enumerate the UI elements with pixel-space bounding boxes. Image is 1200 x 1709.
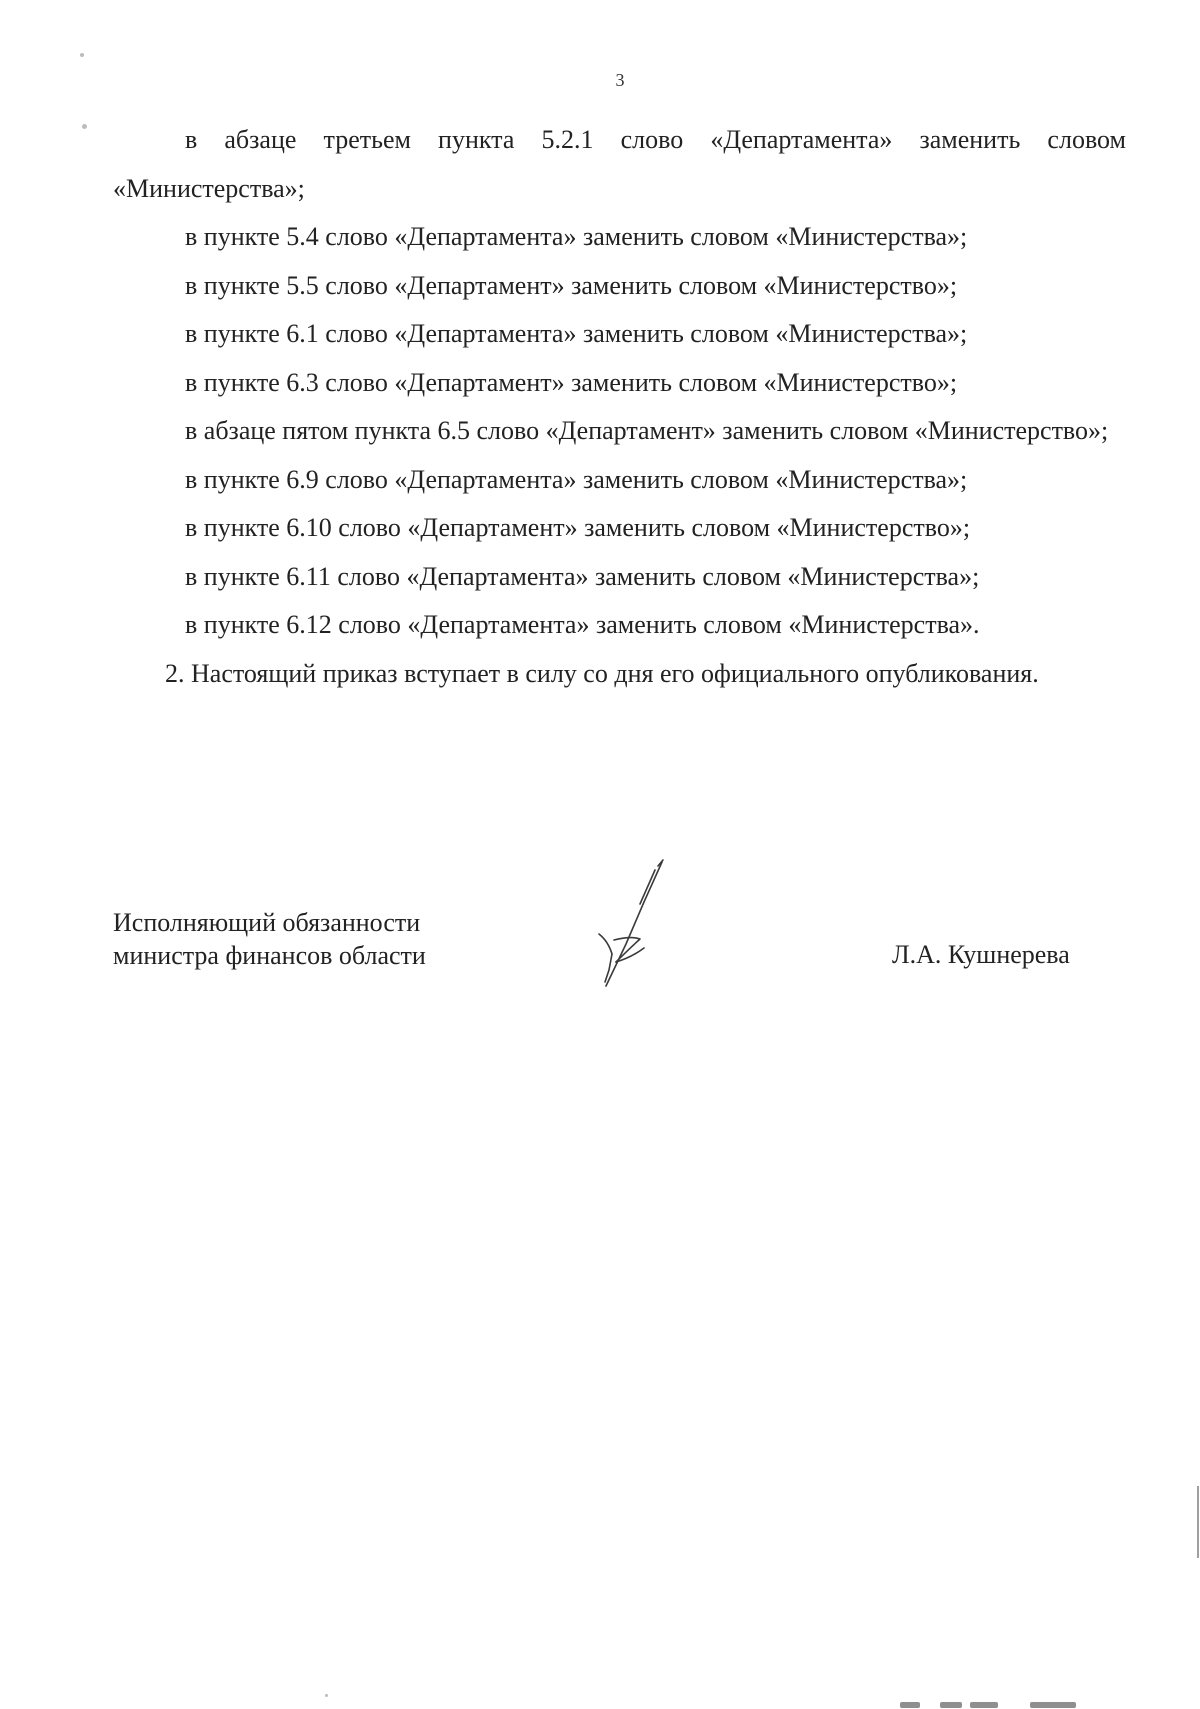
amendment-paragraph: в пункте 6.11 слово «Департамента» заменить словом «Министерства»; (185, 561, 980, 591)
amendment-paragraph: в абзаце пятом пункта 6.5 слово «Департамент» заменить словом «Министерство»; (185, 416, 1109, 445)
document-body (113, 116, 1126, 698)
footer-scan-smudge (900, 1700, 1110, 1709)
amendment-paragraph: в пункте 6.10 слово «Департамент» заменить словом «Министерство»; (185, 513, 971, 542)
amendment-paragraph: в абзаце третьем пункта 5.2.1 слово «Департамента» заменить словом «Министерства»; (113, 125, 1126, 203)
signatory-name: Л.А. Кушнерева (892, 940, 1070, 969)
scan-artifact-dot (82, 124, 87, 129)
amendment-paragraph: в пункте 5.4 слово «Департамента» заменить словом «Министерства»; (185, 222, 968, 251)
amendment-paragraph: в пункте 5.5 слово «Департамент» заменить словом «Министерство»; (185, 270, 958, 300)
signatory-position-line: министра финансов области (113, 941, 426, 970)
scan-artifact-dot (80, 53, 84, 57)
scan-artifact-dot (325, 1694, 328, 1697)
signatory-position-line: Исполняющий обязанности (113, 908, 421, 937)
handwritten-signature (592, 858, 672, 990)
amendment-paragraph: в пункте 6.12 слово «Департамента» заменить словом «Министерства». (185, 610, 980, 639)
amendment-paragraph: в пункте 6.1 слово «Департамента» заменить словом «Министерства»; (185, 319, 968, 348)
signatory-position (113, 906, 426, 972)
amendment-paragraph: в пункте 6.3 слово «Департамент» заменить словом «Министерство»; (185, 367, 958, 397)
amendment-paragraph: в пункте 6.9 слово «Департамента» заменить словом «Министерства»; (185, 464, 968, 494)
effective-date-paragraph: 2. Настоящий приказ вступает в силу со дня его официального опубликования. (165, 658, 1039, 688)
scan-edge-line (1197, 1486, 1199, 1558)
page-number: 3 (615, 70, 625, 90)
